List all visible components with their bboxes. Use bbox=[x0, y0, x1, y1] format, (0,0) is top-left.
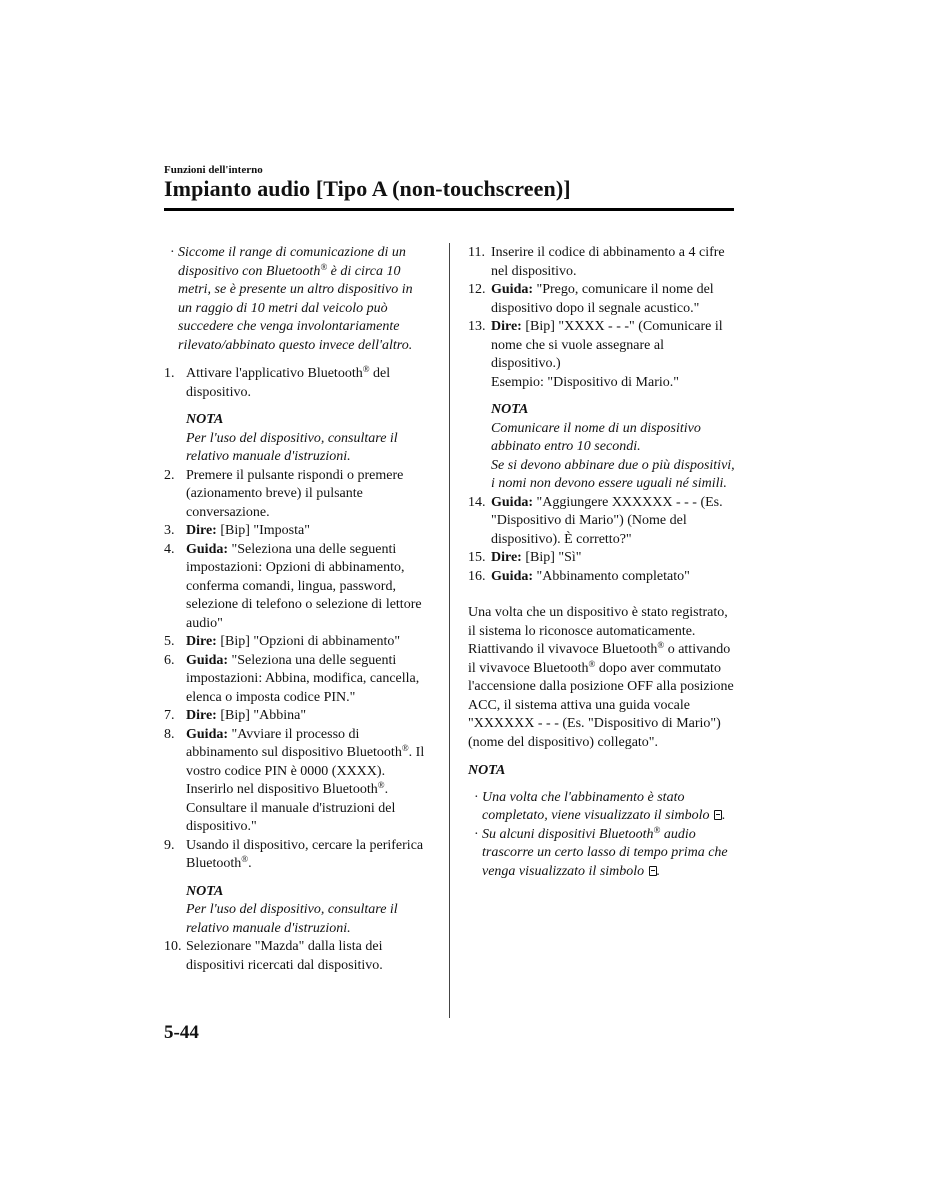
step-10 bbox=[164, 938, 430, 975]
intro-bullet-text: Siccome il range di comunicazione di un dispositivo con Bluetooth® è di circa 10 metri, se è presente un altro dispositivo in un raggio di 10 metri dal veicolo può succedere che venga involontariamente rilevato/abbinato questo invece dell'altro. bbox=[178, 245, 413, 353]
step-11 bbox=[468, 244, 736, 281]
left-column bbox=[164, 244, 430, 975]
step-number: 15. bbox=[468, 550, 486, 565]
step-example: Esempio: "Dispositivo di Mario." bbox=[491, 374, 679, 390]
note-text: Per l'uso del dispositivo, consultare il relativo manuale d'istruzioni. bbox=[186, 430, 398, 464]
bullet-icon: · bbox=[170, 245, 175, 260]
right-column bbox=[468, 244, 736, 881]
step-number: 5. bbox=[164, 634, 175, 649]
step-label: Guida: bbox=[491, 568, 534, 584]
step-label: Dire: bbox=[491, 319, 522, 334]
step-8 bbox=[164, 726, 430, 837]
step-label: Guida: bbox=[186, 541, 229, 557]
step-text: [Bip] "XXXX - - -" (Comunicare il nome che si vuole assegnare al dispositivo.) bbox=[491, 319, 723, 371]
step-label: Dire: bbox=[186, 634, 217, 649]
step-text: "Prego, comunicare il nome del dispositivo dopo il segnale acustico." bbox=[491, 282, 714, 316]
step-text: [Bip] "Imposta" bbox=[216, 523, 310, 538]
step-number: 11. bbox=[468, 245, 485, 260]
step-label: Guida: bbox=[186, 652, 229, 668]
step-number: 16. bbox=[468, 568, 486, 584]
bullet-icon: · bbox=[474, 826, 479, 842]
note-heading: NOTA bbox=[186, 883, 224, 899]
info-paragraph: Una volta che un dispositivo è stato registrato, il sistema lo riconosce automaticamente. Riattivando il vivavoce Bluetooth® o attivando il vivavoce Bluetooth® dopo aver commutato l'accensione dalla posizione OFF alla posizione ACC, il sistema attiva una guida vocale "XXXXXX - - - (Es. "Dispositivo di Mario") (nome del dispositivo) collegato". bbox=[468, 605, 734, 750]
column-divider bbox=[449, 243, 450, 1018]
step-label: Guida: bbox=[491, 282, 534, 297]
step-text: "Seleziona una delle seguenti impostazioni: Abbina, modifica, cancella, elenca o imposta codice PIN." bbox=[186, 652, 420, 705]
note-2 bbox=[164, 883, 430, 939]
section-label: Funzioni dell'interno bbox=[164, 164, 263, 176]
step-text: [Bip] "Opzioni di abbinamento" bbox=[216, 634, 401, 649]
step-text: Selezionare "Mazda" dalla lista dei dispositivi ricercati dal dispositivo. bbox=[186, 939, 383, 973]
step-label: Dire: bbox=[186, 708, 217, 723]
step-text: "Abbinamento completato" bbox=[533, 568, 690, 584]
note-text: Comunicare il nome di un dispositivo abbinato entro 10 secondi. bbox=[491, 420, 701, 454]
step-text: Usando il dispositivo, cercare la periferica Bluetooth®. bbox=[186, 837, 424, 871]
note-1 bbox=[164, 411, 430, 467]
step-5 bbox=[164, 633, 430, 652]
step-number: 6. bbox=[164, 652, 175, 668]
step-3 bbox=[164, 522, 430, 541]
step-9 bbox=[164, 837, 430, 874]
note-heading: NOTA bbox=[468, 763, 506, 778]
step-14 bbox=[468, 494, 736, 550]
step-4 bbox=[164, 541, 430, 634]
note-text: Per l'uso del dispositivo, consultare il relativo manuale d'istruzioni. bbox=[186, 902, 398, 936]
step-number: 2. bbox=[164, 467, 175, 483]
step-12 bbox=[468, 281, 736, 318]
step-number: 1. bbox=[164, 366, 175, 381]
step-text: Inserire il codice di abbinamento a 4 cifre nel dispositivo. bbox=[491, 245, 725, 279]
step-text: "Aggiungere XXXXXX - - - (Es. "Dispositivo di Mario") (Nome del dispositivo). È corretto?" bbox=[491, 494, 723, 547]
note-bullet: · Una volta che l'abbinamento è stato completato, viene visualizzato il simbolo . bbox=[474, 789, 726, 823]
title-rule bbox=[164, 208, 734, 211]
step-number: 8. bbox=[164, 726, 175, 742]
step-label: Dire: bbox=[491, 550, 522, 565]
page-title: Impianto audio [Tipo A (non-touchscreen)] bbox=[164, 176, 571, 201]
step-1 bbox=[164, 365, 430, 402]
step-label: Guida: bbox=[186, 726, 229, 742]
step-number: 3. bbox=[164, 523, 175, 538]
step-number: 9. bbox=[164, 837, 175, 853]
step-number: 4. bbox=[164, 541, 175, 557]
phone-icon bbox=[714, 810, 722, 820]
step-6 bbox=[164, 652, 430, 708]
step-text: [Bip] "Abbina" bbox=[216, 708, 307, 723]
note-4 bbox=[468, 762, 736, 881]
step-16 bbox=[468, 568, 736, 587]
note-bullet-text: Su alcuni dispositivi Bluetooth® audio trascorre un certo lasso di tempo prima che venga visualizzato il simbolo bbox=[482, 824, 728, 879]
note-bullet-text: Una volta che l'abbinamento è stato completato, viene visualizzato il simbolo bbox=[482, 789, 710, 823]
step-label: Guida: bbox=[491, 494, 534, 510]
phone-icon bbox=[649, 866, 657, 876]
note-bullet: · Su alcuni dispositivi Bluetooth® audio trascorre un certo lasso di tempo prima che venga visualizzato il simbolo . bbox=[474, 824, 728, 879]
bullet-icon: · bbox=[474, 789, 479, 805]
intro-bullet bbox=[164, 244, 430, 355]
step-text: Premere il pulsante rispondi o premere (azionamento breve) il pulsante conversazione. bbox=[186, 467, 404, 520]
step-number: 14. bbox=[468, 494, 486, 510]
page-number: 5-44 bbox=[164, 1022, 199, 1043]
step-label: Dire: bbox=[186, 523, 217, 538]
step-number: 13. bbox=[468, 319, 486, 334]
step-text: [Bip] "Sì" bbox=[521, 550, 582, 565]
step-7 bbox=[164, 707, 430, 726]
note-heading: NOTA bbox=[186, 412, 224, 427]
step-number: 12. bbox=[468, 282, 486, 297]
step-13 bbox=[468, 318, 736, 392]
step-number: 10. bbox=[164, 939, 182, 954]
step-text: "Avviare il processo di abbinamento sul dispositivo Bluetooth®. Il vostro codice PIN è 0000 (XXXX). Inserirlo nel dispositivo Bluetooth®. Consultare il manuale d'istruzioni del dispositivo." bbox=[186, 726, 425, 834]
note-3 bbox=[468, 401, 736, 494]
step-text: "Seleziona una delle seguenti impostazioni: Opzioni di abbinamento, conferma comandi, lingua, password, selezione di telefono o selezione di lettore audio" bbox=[186, 541, 422, 631]
step-number: 7. bbox=[164, 708, 175, 723]
step-2 bbox=[164, 467, 430, 523]
step-15 bbox=[468, 549, 736, 568]
step-text: Attivare l'applicativo Bluetooth® del dispositivo. bbox=[186, 364, 391, 400]
note-heading: NOTA bbox=[491, 402, 529, 417]
note-text: Se si devono abbinare due o più dispositivi, i nomi non devono essere uguali né simili. bbox=[491, 457, 735, 491]
